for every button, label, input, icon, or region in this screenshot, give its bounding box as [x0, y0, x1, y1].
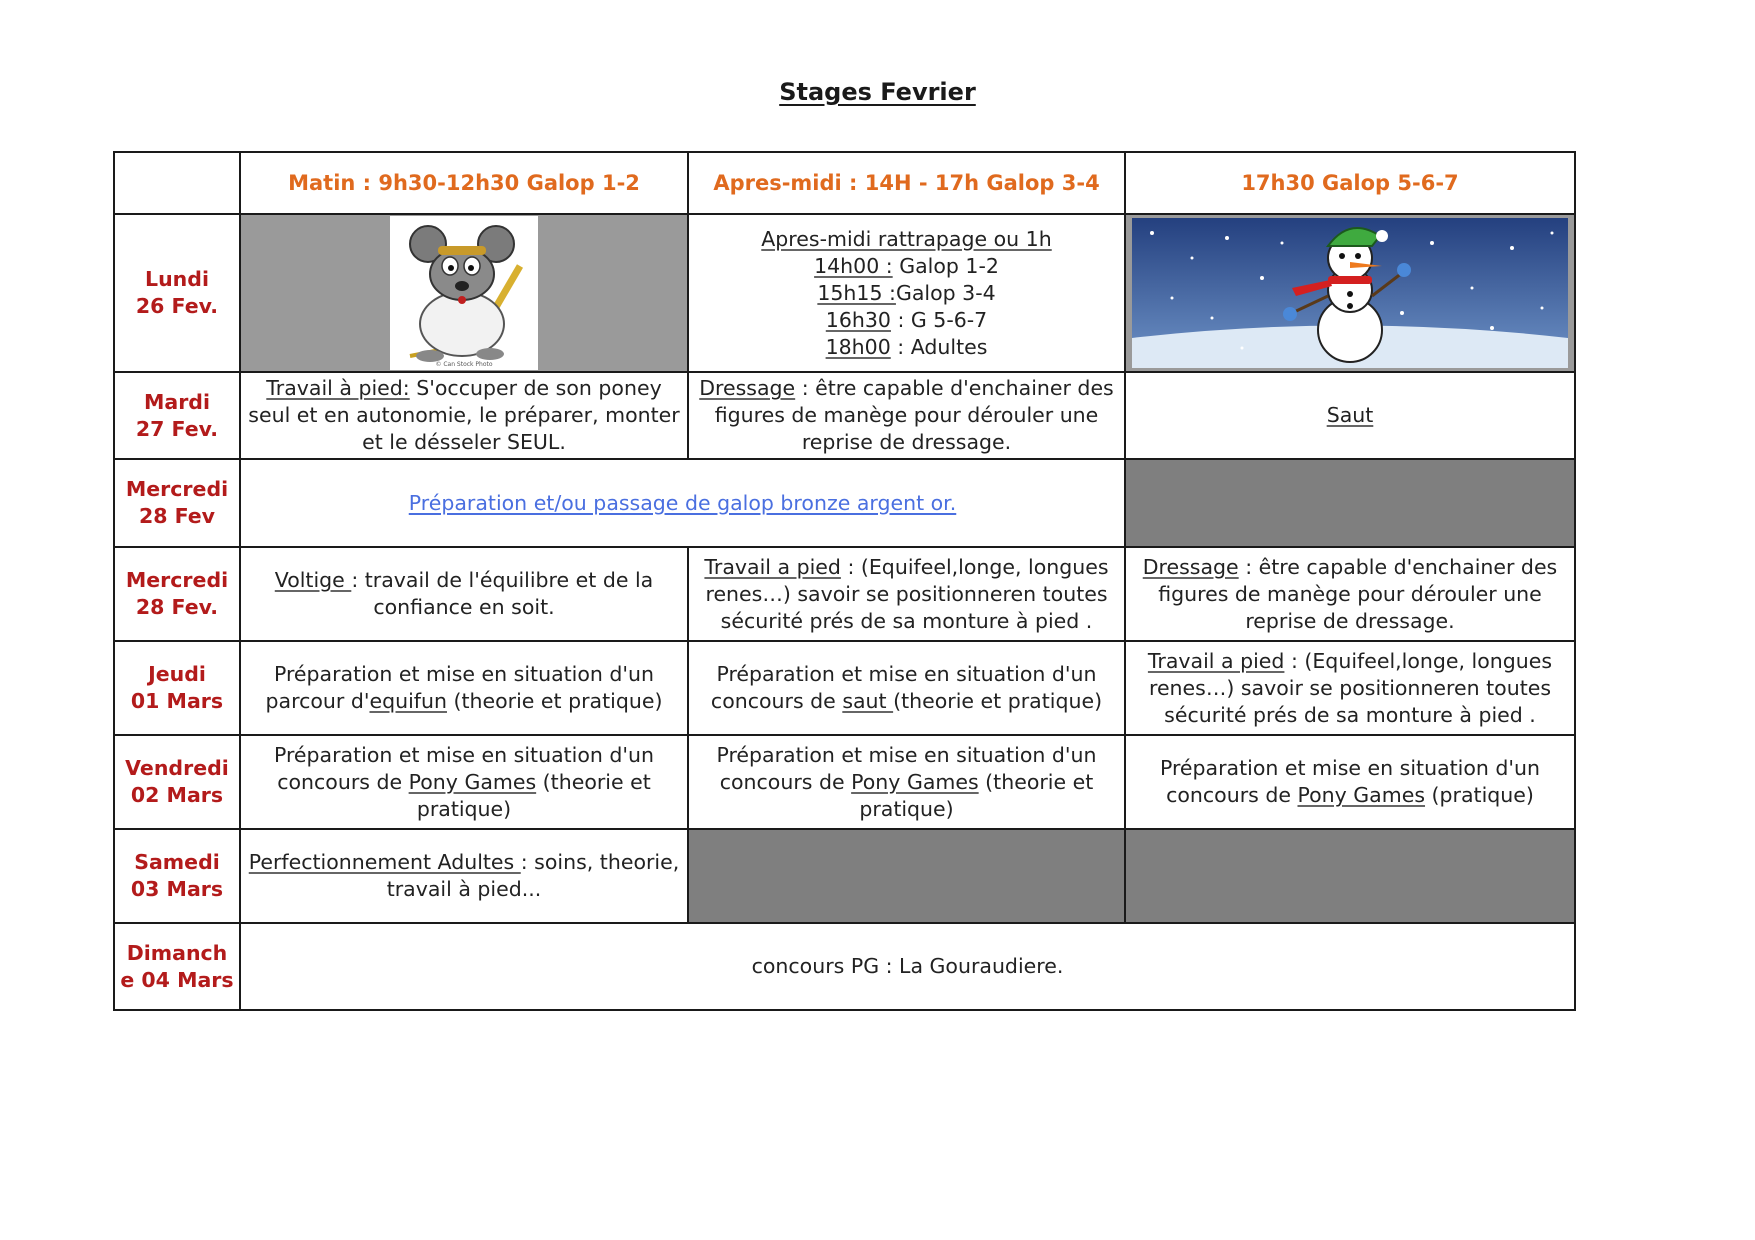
- group-text: Galop 1-2: [892, 253, 999, 278]
- activity-text: (theorie et pratique): [859, 769, 1094, 821]
- event-text: concours PG : La Gouraudiere.: [751, 954, 1064, 978]
- row-samedi: [114, 829, 1575, 923]
- title-text: Stages Fevrier: [779, 78, 976, 106]
- day-name: Dimanch: [126, 940, 228, 965]
- cell-samedi-apresmidi-empty: [688, 829, 1125, 923]
- day-label-mardi: [114, 372, 240, 459]
- activity-title: Dressage: [1142, 554, 1239, 579]
- cell-samedi-matin: [240, 829, 688, 923]
- cell-vendredi-apresmidi: [688, 735, 1125, 829]
- row-jeudi: [114, 641, 1575, 735]
- page-title: [0, 78, 1755, 106]
- day-date: 01 Mars: [130, 689, 224, 713]
- group-text: : G 5-6-7: [890, 307, 988, 332]
- header-soir: 17h30 Galop 5-6-7: [1125, 152, 1575, 214]
- activity-title: Voltige: [274, 568, 352, 592]
- day-name: Jeudi: [148, 662, 206, 686]
- cell-mardi-soir: [1125, 372, 1575, 459]
- activity-keyword: saut: [842, 689, 894, 713]
- row-mercredi-1: [114, 459, 1575, 547]
- group-text: : Adultes: [890, 334, 988, 359]
- day-label-jeudi: [114, 641, 240, 735]
- time-18h00: 18h00: [825, 334, 891, 359]
- day-date: 28 Fev: [138, 504, 216, 528]
- day-name: Mercredi: [125, 568, 229, 592]
- day-date: 03 Mars: [130, 877, 224, 901]
- cell-samedi-soir-empty: [1125, 829, 1575, 923]
- activity-description: S'occuper de son poney seul et en autonomie, le préparer, monter et le désseler SEUL.: [248, 376, 680, 454]
- activity-title: Travail a pied: [704, 554, 841, 579]
- activity-keyword: Pony Games: [1297, 783, 1426, 807]
- header-matin: Matin : 9h30-12h30 Galop 1-2: [240, 152, 688, 214]
- day-date: 26 Fev.: [135, 294, 219, 318]
- cell-mercredi-2-apresmidi: [688, 547, 1125, 641]
- cell-mercredi-1-soir-empty: [1125, 459, 1575, 547]
- day-label-dimanche: [114, 923, 240, 1010]
- day-label-mercredi-1: [114, 459, 240, 547]
- svg-text:© Can Stock Photo: © Can Stock Photo: [435, 361, 493, 368]
- row-dimanche: [114, 923, 1575, 1010]
- row-lundi: [114, 214, 1575, 372]
- activity-title: Saut: [1326, 403, 1374, 427]
- activity-description: : (Equifeel,longe, longues renes…) savoir se positionneren toutes sécurité prés de sa monture à pied .: [1148, 648, 1553, 727]
- activity-text: (theorie et pratique): [416, 769, 651, 821]
- activity-text: Préparation et mise en situation d'un concours de: [710, 662, 1097, 713]
- group-text: Galop 3-4: [895, 280, 996, 305]
- day-name: Samedi: [134, 850, 220, 874]
- activity-title: Perfectionnement Adultes: [248, 850, 521, 874]
- activity-title: Dressage: [699, 376, 796, 400]
- day-name: Vendredi: [125, 756, 229, 780]
- activity-keyword: equifun: [369, 689, 447, 713]
- day-label-lundi: [114, 214, 240, 372]
- cell-jeudi-soir: [1125, 641, 1575, 735]
- activity-title: Travail a pied: [1147, 648, 1285, 673]
- day-date: 27 Fev.: [135, 416, 219, 441]
- day-label-samedi: [114, 829, 240, 923]
- day-label-vendredi: [114, 735, 240, 829]
- header-row: [114, 152, 1575, 214]
- cell-jeudi-apresmidi: [688, 641, 1125, 735]
- mouse-illustration: [390, 216, 538, 370]
- activity-title: Travail à pied:: [266, 376, 410, 400]
- cell-vendredi-matin: [240, 735, 688, 829]
- activity-keyword: Pony Games: [408, 769, 537, 794]
- time-15h15: 15h15 :: [817, 280, 896, 305]
- time-14h00: 14h00 :: [814, 253, 893, 278]
- cell-mardi-apresmidi: [688, 372, 1125, 459]
- day-date: e 04 Mars: [120, 967, 234, 992]
- day-date: 28 Fev.: [135, 595, 219, 619]
- header-empty-cell: [114, 152, 240, 214]
- snowman-illustration: [1132, 218, 1568, 368]
- activity-text: (theorie et pratique): [893, 689, 1103, 713]
- activity-description: : (Equifeel,longe, longues renes…) savoir se positionneren toutes sécurité prés de sa monture à pied .: [705, 554, 1109, 633]
- activity-text: Préparation et mise en situation d'un concours de: [716, 742, 1097, 794]
- activity-text: Préparation et mise en situation d'un concours de: [1159, 756, 1541, 807]
- cell-dimanche-span: [240, 923, 1575, 1010]
- lundi-apresmidi-line5: [692, 334, 1121, 361]
- cell-mercredi-2-soir: [1125, 547, 1575, 641]
- cell-lundi-matin: [240, 214, 688, 372]
- lundi-apresmidi-line4: [692, 307, 1121, 334]
- activity-keyword: Pony Games: [851, 769, 979, 794]
- row-vendredi: [114, 735, 1575, 829]
- cell-jeudi-matin: [240, 641, 688, 735]
- day-name: Lundi: [145, 267, 209, 291]
- lundi-apresmidi-line3: [692, 280, 1121, 307]
- activity-text: (pratique): [1425, 783, 1534, 807]
- cell-mercredi-1-span: [240, 459, 1125, 547]
- header-apresmidi: Apres-midi : 14H - 17h Galop 3-4: [688, 152, 1125, 214]
- activity-text: (theorie et pratique): [446, 689, 663, 713]
- lundi-apresmidi-line1: [692, 226, 1121, 253]
- activity-description: : être capable d'enchainer des figures de manège pour dérouler une reprise de dressage.: [714, 376, 1114, 454]
- activity-description: : soins, theorie, travail à pied...: [386, 850, 680, 901]
- time-16h30: 16h30: [825, 307, 891, 332]
- rattrapage-text: Apres-midi rattrapage ou 1h: [761, 226, 1052, 251]
- cell-vendredi-soir: [1125, 735, 1575, 829]
- lundi-apresmidi-line2: [692, 253, 1121, 280]
- day-name: Mercredi: [125, 477, 229, 501]
- day-label-mercredi-2: [114, 547, 240, 641]
- activity-text: Préparation et mise en situation d'un parcour d': [265, 662, 655, 713]
- schedule-table: [113, 151, 1576, 1011]
- activity-description: : être capable d'enchainer des figures de manège pour dérouler une reprise de dressage.: [1158, 554, 1558, 633]
- day-name: Mardi: [143, 389, 211, 414]
- cell-mardi-matin: [240, 372, 688, 459]
- cell-mercredi-2-matin: [240, 547, 688, 641]
- galop-link[interactable]: Préparation et/ou passage de galop bronze argent or.: [408, 490, 957, 515]
- row-mardi: [114, 372, 1575, 459]
- cell-lundi-soir: [1125, 214, 1575, 372]
- day-date: 02 Mars: [130, 783, 224, 807]
- row-mercredi-2: [114, 547, 1575, 641]
- activity-description: : travail de l'équilibre et de la confiance en soit.: [351, 568, 654, 619]
- activity-text: Préparation et mise en situation d'un concours de: [273, 742, 655, 794]
- cell-lundi-apresmidi: [688, 214, 1125, 372]
